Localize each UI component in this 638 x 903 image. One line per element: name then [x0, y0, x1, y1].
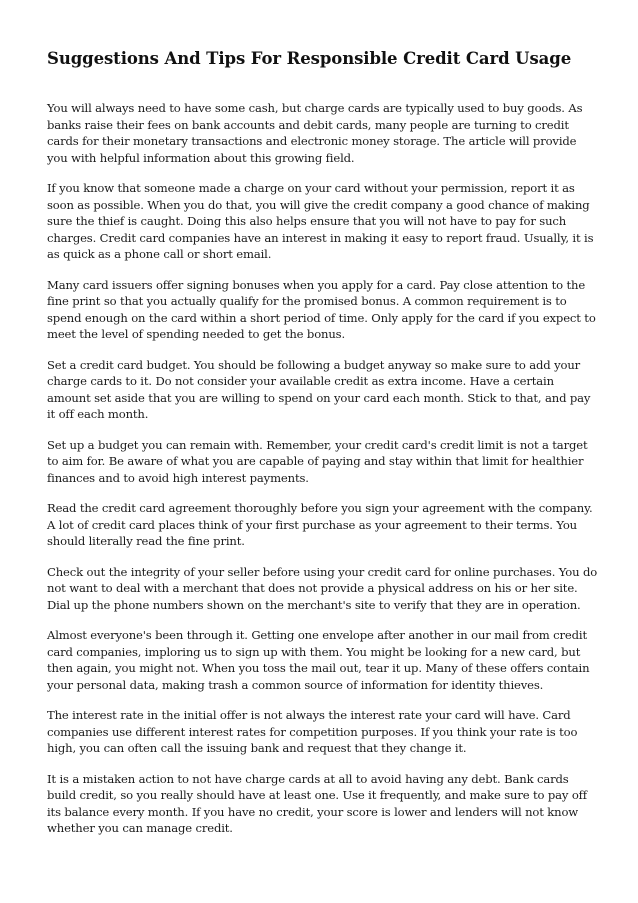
paragraph-seller-integrity: Check out the integrity of your seller before using your credit card for online purchases. You do not want to deal with a merchant that does not provide a physical address on his or her site. Dial up the phone numbers shown on the merchant's site to verify that they are in operation.	[47, 564, 598, 612]
paragraph-signing-bonuses: Many card issuers offer signing bonuses when you apply for a card. Pay close attention to the fine print so that you actually qualify for the promised bonus. A common requirement is to spend enough on the card within a short period of time. Only apply for the card if you expect to meet the level of spending needed to get the bonus.	[47, 277, 596, 341]
paragraph-read-agreement: Read the credit card agreement thoroughly before you sign your agreement with the company. A lot of credit card places think of your first purchase as your agreement to their terms. You should literally read the fine print.	[47, 501, 593, 548]
paragraph-mail-offers: Almost everyone's been through it. Getting one envelope after another in our mail from credit card companies, imploring us to sign up with them. You might be looking for a new card, but then again, you might not. When you toss the mail out, tear it up. Many of these offers contain your personal data, making trash a common source of information for identity thieves.	[47, 628, 590, 692]
paragraph-credit-limit: Set up a budget you can remain with. Remember, your credit card's credit limit is not a target to aim for. Be aware of what you are capable of paying and stay within that limit for healthier finances and to avoid high interest payments.	[47, 437, 588, 485]
paragraph-budget: Set a credit card budget. You should be following a budget anyway so make sure to add your charge cards to it. Do not consider your available credit as extra income. Have a certain amount set aside that you are willing to spend on your card each month. Stick to that, and pay it off each month.	[47, 357, 591, 421]
paragraph-interest-rate: The interest rate in the initial offer is not always the interest rate your card will have. Card companies use different interest rates for competition purposes. If you think your rate is too high, you can often call the issuing bank and request that they change it.	[47, 708, 578, 755]
paragraph-intro: You will always need to have some cash, but charge cards are typically used to buy goods. As banks raise their fees on bank accounts and debit cards, many people are turning to credit cards for their monetary transactions and electronic money storage. The article will provide you with helpful information about this growing field.	[47, 101, 583, 165]
paragraph-report-fraud: If you know that someone made a charge on your card without your permission, report it as soon as possible. When you do that, you will give the credit company a good chance of making sure the thief is caught. Doing this also helps ensure that you will not have to pay for such charges. Credit card companies have an interest in making it easy to report fraud. Usually, it is as quick as a phone call or short email.	[47, 181, 594, 261]
paragraph-build-credit: It is a mistaken action to not have charge cards at all to avoid having any debt. Bank cards build credit, so you really should have at least one. Use it frequently, and make sure to pay off its balance every month. If you have no credit, your score is lower and lenders will not know whether you can manage credit.	[47, 771, 587, 835]
document-page	[47, 48, 599, 851]
document-title: Suggestions And Tips For Responsible Credit Card Usage	[47, 49, 572, 68]
